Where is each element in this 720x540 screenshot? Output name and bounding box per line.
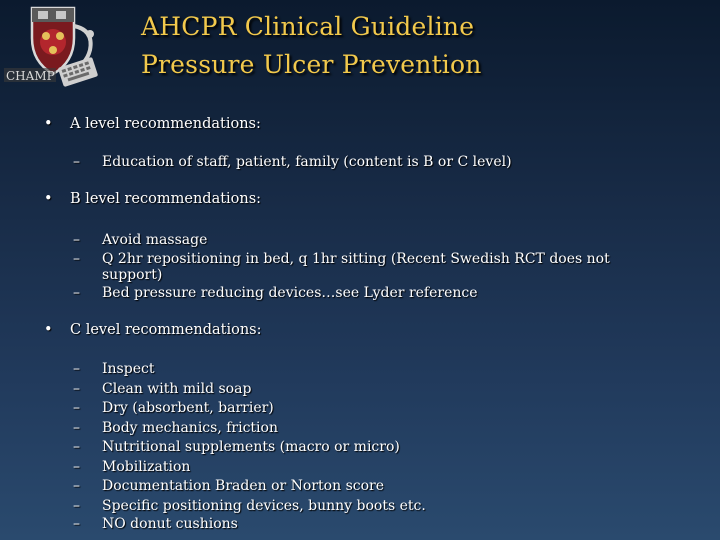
bullet-b-level (44, 191, 261, 207)
sub-item (73, 380, 251, 400)
sub-item (73, 284, 478, 304)
sub-item-text: Education of staff, patient, family (content is B or C level) (102, 154, 512, 170)
sub-item-text: Nutritional supplements (macro or micro) (102, 439, 400, 455)
dash-glyph: – (73, 251, 80, 267)
bullet-a-label: A level recommendations: (70, 116, 261, 132)
dash-glyph: – (73, 419, 80, 436)
title-line-2: Pressure Ulcer Prevention (141, 50, 482, 79)
sub-item-text: Mobilization (102, 458, 191, 475)
sub-item (73, 251, 642, 283)
dash-glyph: – (73, 400, 80, 416)
bullet-dot: • (44, 191, 53, 207)
dash-glyph: – (73, 154, 80, 170)
sub-item (73, 458, 190, 478)
sub-item (73, 497, 426, 517)
title-line-1: AHCPR Clinical Guideline (141, 12, 475, 41)
sub-item (73, 153, 512, 173)
bullet-dot: • (44, 116, 53, 132)
sub-item-text: Clean with mild soap (102, 380, 252, 397)
dash-glyph: – (73, 458, 80, 475)
sub-item-text: Body mechanics, friction (102, 419, 278, 436)
bullet-a-level (44, 116, 261, 132)
sub-item (73, 360, 154, 380)
sub-item (73, 419, 278, 439)
dash-glyph: – (73, 439, 80, 455)
dash-glyph: – (73, 478, 80, 494)
sub-item-text: NO donut cushions (102, 516, 238, 532)
dash-glyph: – (73, 285, 80, 301)
logo-text: CHAMP (6, 69, 55, 83)
sub-item-text: Q 2hr repositioning in bed, q 1hr sitting (Recent Swedish RCT does not support) (102, 251, 610, 283)
bullet-b-label: B level recommendations: (70, 191, 262, 207)
bullet-dot: • (44, 322, 53, 338)
bullet-c-level (44, 322, 262, 338)
sub-item (73, 438, 400, 458)
bullet-c-label: C level recommendations: (70, 322, 262, 338)
dash-glyph: – (73, 380, 80, 397)
dash-glyph: – (73, 516, 80, 532)
dash-glyph: – (73, 361, 80, 377)
sub-item (73, 515, 238, 535)
dash-glyph: – (73, 497, 80, 514)
sub-item-text: Avoid massage (102, 232, 208, 248)
sub-item-text: Dry (absorbent, barrier) (102, 400, 274, 416)
sub-item-text: Inspect (102, 361, 155, 377)
sub-item (73, 477, 384, 497)
sub-item-text: Documentation Braden or Norton score (102, 478, 384, 494)
dash-glyph: – (73, 232, 80, 248)
sub-item-text: Bed pressure reducing devices…see Lyder reference (102, 285, 478, 301)
sub-item (73, 399, 274, 419)
sub-item-text: Specific positioning devices, bunny boots etc. (102, 497, 426, 514)
sub-item (73, 231, 207, 251)
